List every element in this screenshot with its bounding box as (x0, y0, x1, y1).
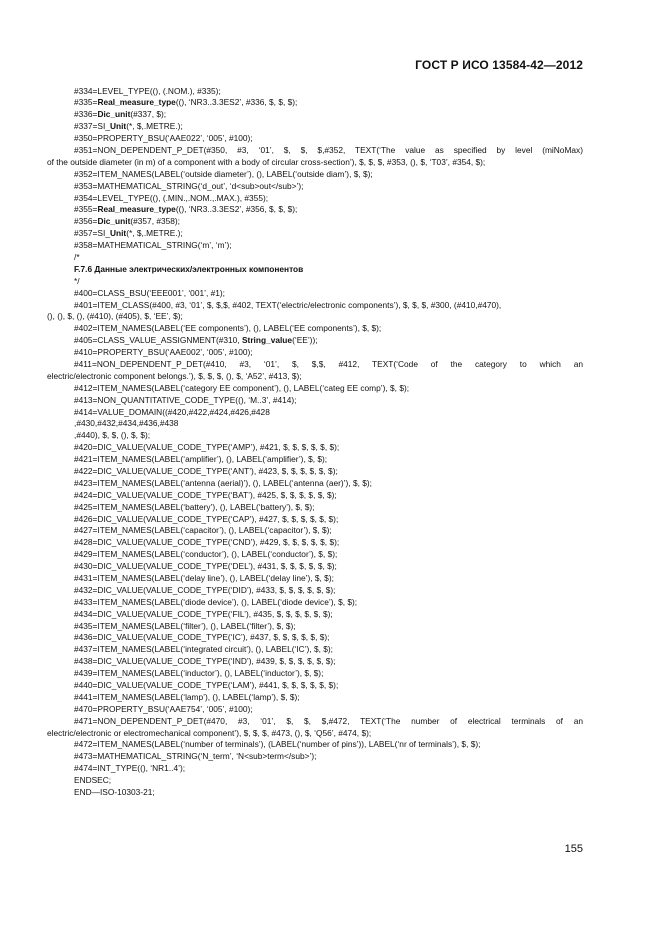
text-token: #425=ITEM_NAMES(LABEL(‘battery’), (), LABEL(‘battery’), $, $); (74, 501, 315, 512)
text-token: #439=ITEM_NAMES(LABEL(‘inductor’), (), LABEL(‘inductor’), $, $); (74, 668, 324, 679)
text-token: #354=LEVEL_TYPE((), (.MIN.,.NOM.,.MAX.), #355); (74, 192, 269, 203)
code-line (47, 359, 583, 371)
code-line (47, 276, 583, 288)
text-token: #351=NON_DEPENDENT_P_DET(#350, #3, ‘01’, $, $, $,#352, TEXT(‘The value as specified by level (miNoMax) (74, 144, 583, 155)
text-token: (#337, $); (130, 109, 167, 120)
code-line (47, 525, 583, 537)
code-line (47, 418, 583, 430)
code-line (47, 193, 583, 205)
code-line (47, 288, 583, 300)
code-line (47, 716, 583, 728)
code-line (47, 240, 583, 252)
code-line (47, 668, 583, 680)
text-token: #432=DIC_VALUE(VALUE_CODE_TYPE(‘DID’), #433, $, $, $, $, $, $); (74, 584, 336, 595)
text-token: #352=ITEM_NAMES(LABEL(‘outside diameter’), (), LABEL(‘outside diam’), $, $); (74, 168, 373, 179)
code-line (47, 680, 583, 692)
text-token: (‘EE’)); (292, 335, 318, 346)
code-line (47, 204, 583, 216)
text-token: #353=MATHEMATICAL_STRING(‘d_out’, ‘d<sub>out</sub>’); (74, 180, 304, 191)
code-line (47, 763, 583, 775)
text-token: (*, $,.METRE.); (126, 121, 183, 132)
bold-token: Dic_unit (97, 216, 131, 227)
text-token: #334=LEVEL_TYPE((), (.NOM.), #335); (74, 85, 221, 96)
code-line (47, 632, 583, 644)
text-token: #411=NON_DEPENDENT_P_DET(#410, #3, ‘01’, $, $,$, #412, TEXT(‘Code of the category to which an (74, 358, 583, 369)
text-token: of the outside diameter (in m) of a component with a body of circular cross-section’), $, $, $, #353, (), $, ‘T03’, #354, $); (47, 156, 486, 167)
text-token: ,#430,#432,#434,#436,#438 (74, 418, 179, 429)
code-line (47, 395, 583, 407)
code-line (47, 478, 583, 490)
text-token: END—ISO-10303-21; (74, 787, 155, 798)
text-token: #410=PROPERTY_BSU(‘AAE002’, ‘005’, #100); (74, 347, 253, 358)
code-line (47, 549, 583, 561)
text-token: /* (74, 251, 80, 262)
code-line (47, 502, 583, 514)
code-line (47, 621, 583, 633)
code-line (47, 264, 583, 276)
text-token: #400=CLASS_BSU(‘EEE001’, ‘001’, #1); (74, 287, 225, 298)
text-token: #471=NON_DEPENDENT_P_DET(#470, #3, ‘01’, $, $, $,#472, TEXT(‘The number of electrical terminals of an (74, 715, 583, 726)
text-token: #431=ITEM_NAMES(LABEL(‘delay line’), (), LABEL(‘delay line’), $, $); (74, 573, 334, 584)
code-line (47, 597, 583, 609)
code-line (47, 145, 583, 157)
text-token: (), (), $, (), (#410), (#405), $, ‘EE’, $); (47, 311, 183, 322)
text-token: #428=DIC_VALUE(VALUE_CODE_TYPE(‘CND’), #429, $, $, $, $, $, $); (74, 537, 340, 548)
text-token: #472=ITEM_NAMES(LABEL(‘number of terminals’), (LABEL(‘number of pins’)), LABEL(‘nr of terminals’), $, $); (74, 739, 481, 750)
code-line (47, 751, 583, 763)
code-line (47, 490, 583, 502)
bold-token: String_value (241, 335, 293, 346)
text-token: #438=DIC_VALUE(VALUE_CODE_TYPE(‘IND’), #439, $, $, $, $, $, $); (74, 656, 336, 667)
code-line (47, 86, 583, 98)
code-line (47, 573, 583, 585)
text-token: #421=ITEM_NAMES(LABEL(‘amplifier’), (), LABEL(‘amplifier’), $, $); (74, 454, 328, 465)
code-line (47, 252, 583, 264)
bold-token: F.7.6 Данные электрических/электронных компонентов (74, 263, 304, 274)
code-line (47, 97, 583, 109)
text-token: #401=ITEM_CLASS(#400, #3, ‘01’, $, $,$, #402, TEXT(‘electric/electronic components’), $, $, $, #300, (#410,#470), (74, 299, 502, 310)
text-token: ((), ‘NR3..3.3ES2’, #356, $, $, $); (175, 204, 298, 215)
code-line (47, 514, 583, 526)
text-token: #358=MATHEMATICAL_STRING(‘m’, ‘m’); (74, 240, 232, 251)
code-line (47, 109, 583, 121)
text-token: #433=ITEM_NAMES(LABEL(‘diode device’), (), LABEL(‘diode device’), $, $); (74, 596, 358, 607)
text-token: #405=CLASS_VALUE_ASSIGNMENT(#310, (74, 335, 242, 346)
code-line (47, 775, 583, 787)
page-number: 155 (564, 843, 583, 855)
text-token: #427=ITEM_NAMES(LABEL(‘capacitor’), (), LABEL(‘capacitor’), $, $); (74, 525, 332, 536)
text-token: #420=DIC_VALUE(VALUE_CODE_TYPE(‘AMP’), #421, $, $, $, $, $, $); (74, 442, 340, 453)
code-line (47, 466, 583, 478)
text-token: #414=VALUE_DOMAIN((#420,#422,#424,#426,#428 (74, 406, 270, 417)
bold-token: Unit (109, 228, 127, 239)
code-line (47, 561, 583, 573)
code-line (47, 371, 583, 383)
text-token: #422=DIC_VALUE(VALUE_CODE_TYPE(‘ANT’), #423, $, $, $, $, $, $); (74, 466, 338, 476)
text-token: #426=DIC_VALUE(VALUE_CODE_TYPE(‘CAP’), #427, $, $, $, $, $, $); (74, 513, 339, 524)
code-line (47, 169, 583, 181)
code-line (47, 537, 583, 549)
code-listing (47, 86, 583, 799)
text-token: #355= (74, 204, 98, 215)
text-token: #423=ITEM_NAMES(LABEL(‘antenna (aerial)’), (), LABEL(‘antenna (aer)’), $, $); (74, 477, 372, 488)
code-line (47, 454, 583, 466)
text-token: #413=NON_QUANTITATIVE_CODE_TYPE((), ‘M..3’, #414); (74, 394, 297, 405)
text-token: ENDSEC; (74, 775, 112, 786)
bold-token: Real_measure_type (97, 204, 176, 215)
code-line (47, 442, 583, 454)
text-token: #356= (74, 216, 98, 227)
text-token: #424=DIC_VALUE(VALUE_CODE_TYPE(‘BAT’), #425, $, $, $, $, $, $); (74, 489, 337, 500)
text-token: */ (74, 275, 80, 286)
text-token: ,#440), $, $, (), $, $); (74, 430, 151, 441)
code-line (47, 585, 583, 597)
text-token: #336= (74, 109, 98, 120)
code-line (47, 216, 583, 228)
code-line (47, 787, 583, 799)
code-line (47, 609, 583, 621)
text-token: ((), ‘NR3..3.3ES2’, #336, $, $, $); (175, 97, 298, 108)
code-line (47, 347, 583, 359)
text-token: #430=DIC_VALUE(VALUE_CODE_TYPE(‘DEL’), #431, $, $, $, $, $, $); (74, 561, 337, 572)
text-token: #350=PROPERTY_BSU(‘AAE022’, ‘005’, #100); (74, 133, 253, 144)
text-token: #429=ITEM_NAMES(LABEL(‘conductor’), (), LABEL(‘conductor’), $, $); (74, 549, 338, 560)
text-token: #337=SI_ (74, 121, 110, 132)
code-line (47, 157, 583, 169)
document-header: ГОСТ Р ИСО 13584-42—2012 (415, 58, 583, 72)
code-line (47, 121, 583, 133)
code-line (47, 228, 583, 240)
text-token: #434=DIC_VALUE(VALUE_CODE_TYPE(‘FIL’), #435, $, $, $, $, $, $); (74, 608, 333, 619)
code-line (47, 739, 583, 751)
bold-token: Dic_unit (97, 109, 131, 120)
text-token: #357=SI_ (74, 228, 110, 239)
text-token: electric/electronic or electromechanical component’), $, $, $, #473, (), $, ‘Q56’, #474, $); (47, 727, 372, 738)
text-token: (#357, #358); (130, 216, 180, 227)
code-line (47, 728, 583, 740)
text-token: #435=ITEM_NAMES(LABEL(‘filter’), (), LABEL(‘filter’), $, $); (74, 620, 296, 631)
code-line (47, 383, 583, 395)
text-token: #335= (74, 97, 98, 108)
code-line (47, 323, 583, 335)
code-line (47, 430, 583, 442)
code-line (47, 692, 583, 704)
code-line (47, 335, 583, 347)
text-token: #437=ITEM_NAMES(LABEL(‘integrated circuit’), (), LABEL(‘IC’), $, $); (74, 644, 333, 655)
text-token: #412=ITEM_NAMES(LABEL(‘category EE component’), (), LABEL(‘categ EE comp’), $, $); (74, 382, 410, 393)
text-token: (*, $,.METRE.); (126, 228, 183, 239)
bold-token: Real_measure_type (97, 97, 176, 108)
code-line (47, 133, 583, 145)
code-line (47, 704, 583, 716)
text-token: #441=ITEM_NAMES(LABEL(‘lamp’), (), LABEL(‘lamp’), $, $); (74, 691, 300, 702)
text-token: electric/electronic component belongs.’), $, $, $, (), $, ‘A52’, #413, $); (47, 370, 302, 381)
text-token: #474=INT_TYPE((), ‘NR1..4’); (74, 763, 186, 774)
code-line (47, 311, 583, 323)
code-line (47, 300, 583, 312)
code-line (47, 644, 583, 656)
text-token: #436=DIC_VALUE(VALUE_CODE_TYPE(‘IC’), #437, $, $, $, $, $, $); (74, 632, 330, 643)
code-line (47, 181, 583, 193)
bold-token: Unit (109, 121, 127, 132)
text-token: #470=PROPERTY_BSU(‘AAE754’, ‘005’, #100); (74, 703, 253, 714)
text-token: #440=DIC_VALUE(VALUE_CODE_TYPE(‘LAM’), #441, $, $, $, $, $, $); (74, 680, 339, 691)
code-line (47, 656, 583, 668)
text-token: #402=ITEM_NAMES(LABEL(‘EE components’), (), LABEL(‘EE components’), $, $); (74, 323, 382, 334)
code-line (47, 407, 583, 419)
text-token: #473=MATHEMATICAL_STRING(‘N_term’, ‘N<sub>term</sub>’); (74, 751, 317, 762)
